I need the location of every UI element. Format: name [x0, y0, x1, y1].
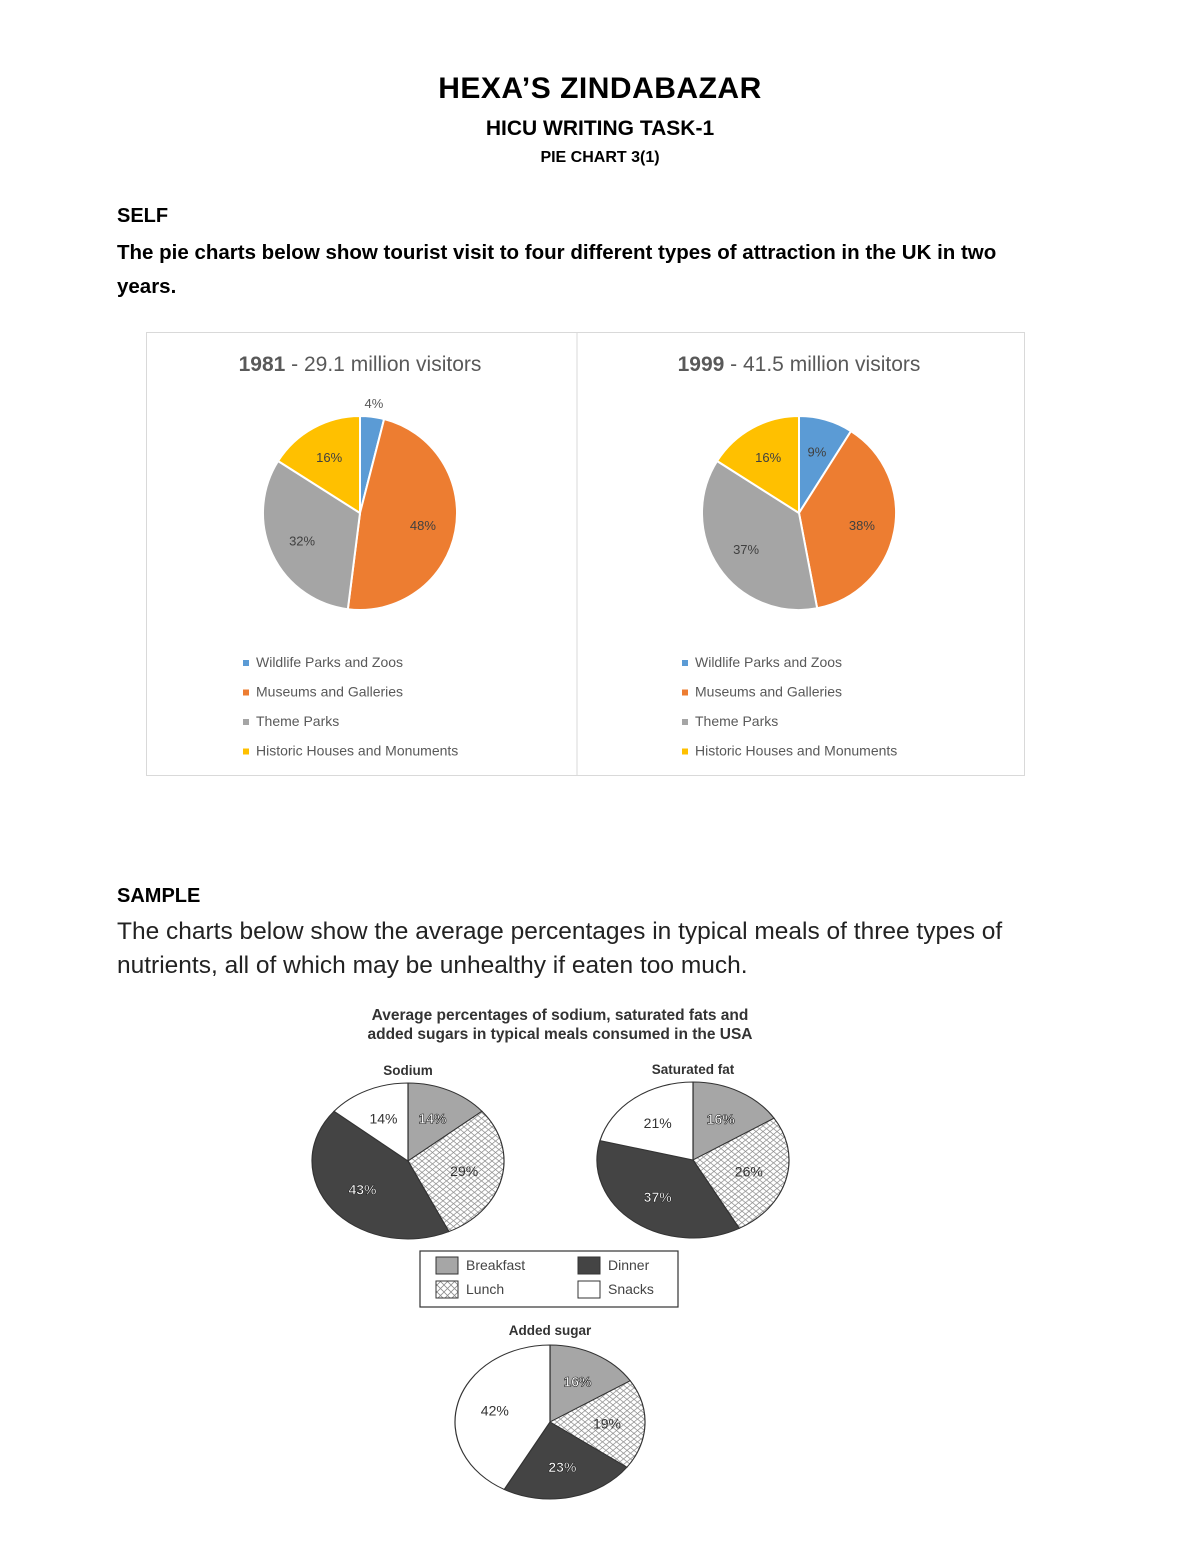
- pie-label: 19%: [592, 1415, 622, 1432]
- nutrient-chart-title-line2: added sugars in typical meals consumed in the USA: [367, 1026, 753, 1043]
- nutrient-pie-figure: [290, 998, 850, 1503]
- legend-swatch: [578, 1257, 600, 1274]
- pie-label: 29%: [450, 1163, 479, 1180]
- pie-label: 37%: [643, 1189, 672, 1205]
- pie-label: 16%: [563, 1373, 592, 1390]
- legend-swatch: [436, 1281, 458, 1298]
- pie-label: 4%: [364, 395, 384, 411]
- sample-prompt: The charts below show the average percentages in typical meals of three types of nutrients, all of which may be unhealthy if eaten too much.: [117, 918, 1003, 979]
- legend-swatch: [682, 719, 688, 725]
- pie-label: 37%: [733, 542, 760, 557]
- legend-label: Lunch: [466, 1281, 505, 1297]
- legend-label: Wildlife Parks and Zoos: [256, 654, 404, 670]
- legend-swatch: [682, 660, 688, 666]
- pie-label: 43%: [348, 1181, 377, 1198]
- page-title: HEXA’S ZINDABAZAR: [438, 72, 762, 105]
- legend-label: Dinner: [608, 1257, 650, 1273]
- pie-title: Saturated fat: [651, 1062, 735, 1077]
- legend-swatch: [682, 690, 688, 696]
- legend-label: Breakfast: [466, 1257, 526, 1273]
- pie-title: 1999 - 41.5 million visitors: [677, 353, 921, 376]
- legend-label: Historic Houses and Monuments: [256, 742, 459, 759]
- pie-label: 16%: [706, 1111, 735, 1127]
- legend-swatch: [243, 749, 249, 755]
- self-prompt: The pie charts below show tourist visit to four different types of attraction in the UK in two years.: [117, 241, 997, 298]
- pie-label: 14%: [369, 1110, 398, 1127]
- pie-label: 14%: [418, 1110, 447, 1127]
- pie-sodium: [312, 1063, 504, 1239]
- legend-label: Theme Parks: [256, 713, 340, 729]
- legend-label: Snacks: [608, 1281, 654, 1297]
- self-heading: SELF: [117, 205, 169, 227]
- pie-title: Sodium: [383, 1063, 433, 1078]
- legend-swatch: [682, 749, 688, 755]
- pie-label: 48%: [409, 518, 436, 533]
- legend-label: Theme Parks: [695, 713, 779, 729]
- pie-label: 16%: [755, 449, 782, 465]
- sample-heading: SAMPLE: [117, 885, 201, 907]
- pie-added-sugar: [455, 1323, 645, 1499]
- tourist-pie-figure: [146, 332, 1026, 777]
- legend-swatch: [578, 1281, 600, 1298]
- legend-label: Historic Houses and Monuments: [695, 742, 898, 759]
- legend-label: Museums and Galleries: [695, 683, 843, 700]
- pie-label: 16%: [316, 449, 343, 465]
- pie-label: 32%: [289, 533, 316, 549]
- pie-label: 9%: [807, 444, 827, 460]
- legend-label: Wildlife Parks and Zoos: [695, 654, 843, 670]
- pie-title: Added sugar: [508, 1323, 592, 1338]
- pie-saturated-fat: [597, 1062, 789, 1238]
- pie-label: 21%: [643, 1115, 672, 1131]
- page-subtitle: HICU WRITING TASK-1: [485, 117, 715, 140]
- legend-label: Museums and Galleries: [256, 683, 404, 700]
- pie-label: 23%: [548, 1459, 577, 1476]
- legend-swatch: [243, 690, 249, 696]
- pie-title: 1981 - 29.1 million visitors: [238, 353, 482, 376]
- legend-swatch: [243, 719, 249, 725]
- pie-label: 38%: [848, 518, 875, 533]
- legend-swatch: [243, 660, 249, 666]
- pie-label: 42%: [480, 1402, 509, 1419]
- pie-label: 26%: [734, 1163, 763, 1180]
- nutrient-legend: [420, 1251, 678, 1307]
- legend-swatch: [436, 1257, 458, 1274]
- nutrient-chart-title-line1: Average percentages of sodium, saturated fats and: [371, 1007, 749, 1024]
- chart-number: PIE CHART 3(1): [540, 149, 660, 166]
